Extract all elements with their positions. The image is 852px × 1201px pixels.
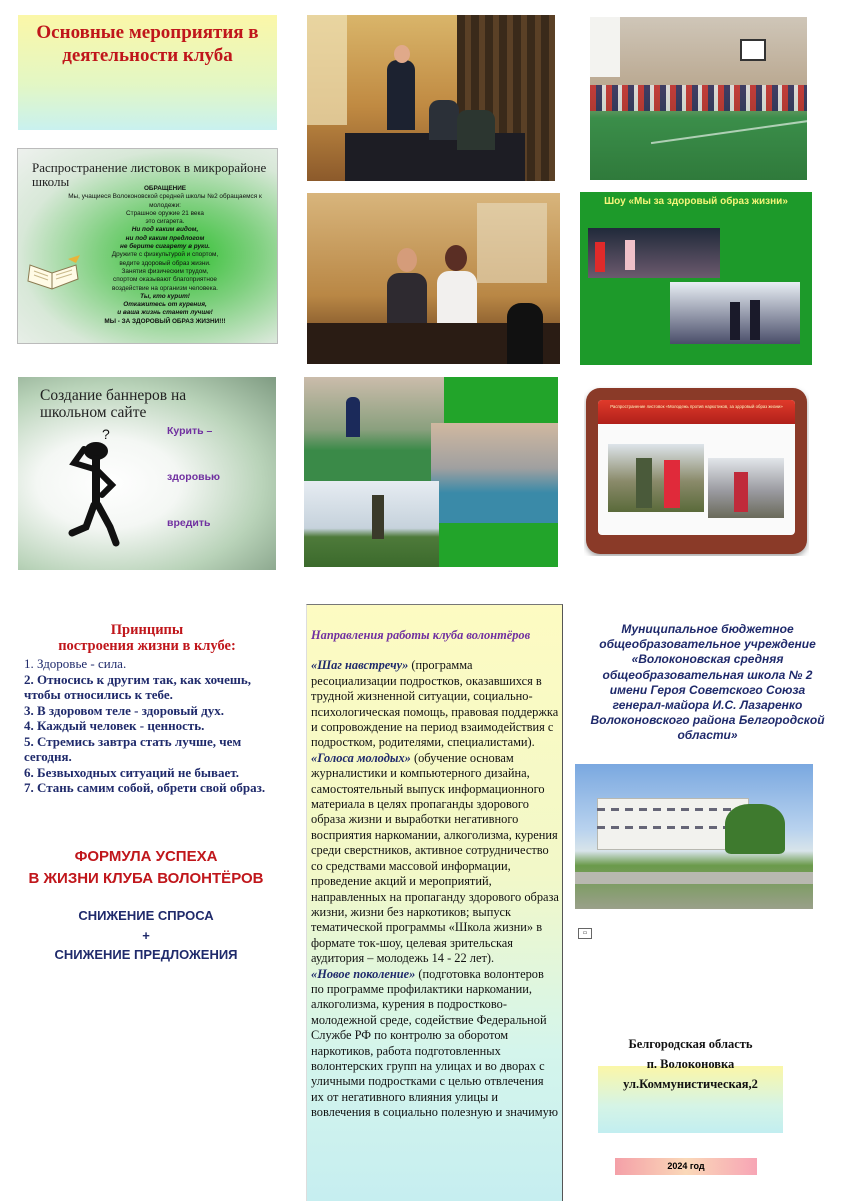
leaflet-heading: Распространение листовок в микрорайоне школы [32, 160, 267, 189]
direction-desc: (программа ресоциализации подростков, оказавшихся в трудной жизненной ситуации, социально-психологическая помощь, правовая поддержка и сопровождение на период взаимодействия с подростком, родителями, специалистами). [311, 658, 559, 750]
principle-item: 1. Здоровье - сила. [24, 656, 127, 671]
direction-name: «Новое поколение» [311, 966, 416, 981]
banner-word: вредить [167, 517, 211, 529]
image-placeholder-icon: ▭ [578, 928, 592, 939]
formula-title [10, 846, 282, 890]
title-panel [18, 15, 277, 130]
appeal-line: МЫ - ЗА ЗДОРОВЫЙ ОБРАЗ ЖИЗНИ!!! [104, 317, 226, 325]
svg-text:?: ? [102, 427, 110, 442]
address-region: Белгородская область [628, 1037, 753, 1051]
sports-collage [304, 377, 558, 567]
principle-item: 7. Стань самим собой, обрети свой образ. [24, 780, 266, 795]
appeal-line: Мы, учащиеся Волоконовской средней школы №2 обращаемся к молодежи: [68, 193, 262, 209]
appeal-line: ни под каким предлогом [125, 234, 205, 242]
appeal-line: Страшное оружие 21 века [126, 209, 204, 217]
leaflet-slide [17, 148, 278, 344]
appeal-line: Ты, кто курит! [140, 292, 190, 300]
photo-presentation [307, 193, 560, 364]
formula-title-line: ФОРМУЛА УСПЕХА [74, 848, 218, 865]
photo-gym-basketball [590, 17, 807, 180]
principle-item: 5. Стремись завтра стать лучше, чем сегодня. [24, 733, 242, 764]
appeal-line: это сигарета. [145, 218, 185, 226]
show-slide [580, 192, 812, 365]
directions-title: Направления работы клуба волонтёров [311, 628, 531, 642]
appeal-line: Занятия физическим трудом, [121, 267, 209, 275]
address-street: ул.Коммунистическая,2 [623, 1077, 758, 1091]
appeal-line: не берите сигарету в руки. [120, 243, 210, 251]
banner-slide [18, 377, 276, 570]
appeal-line: ведите здоровый образ жизни. [119, 259, 211, 267]
year-badge: 2024 год [615, 1158, 757, 1175]
appeal-line: Ни под каким видом, [131, 226, 199, 234]
principle-item: 2. Относись к другим так, как хочешь, чтобы относились к тебе. [24, 671, 251, 702]
direction-item [311, 658, 559, 750]
direction-desc: (обучение основам журналистики и компьютерного дизайна, самостоятельный выпуск информационного материала в целях пропаганды здорового образа жизни и выработки негативного восприятия наркомании, алкоголизма, курения среди сверстников, активное сотрудничество со средствами массовой информации, проведение акций и мероприятий, направленных на пропаганду здорового образа жизни, жизни без наркотиков; выпуск тематической программы «Школа жизни» в формате ток-шоу, целевая зрительская аудитория – молодежь 14 - 22 лет). [311, 750, 559, 966]
appeal-line: спортом оказывают благоприятное [113, 276, 217, 284]
principles-title [22, 622, 272, 654]
appeal-line: Дружите с физкультурой и спортом, [111, 251, 219, 259]
leaflet-appeal [58, 185, 272, 326]
directions-panel [306, 604, 563, 1201]
direction-name: «Шаг навстречу» [311, 658, 409, 673]
photo-meeting-table [307, 15, 555, 181]
address-block [598, 1034, 783, 1094]
principle-item: 4. Каждый человек - ценность. [24, 718, 205, 733]
banner-word: здоровью [167, 471, 221, 483]
formula-supply: СНИЖЕНИЕ ПРЕДЛОЖЕНИЯ [54, 947, 238, 962]
direction-name: «Голоса молодых» [311, 750, 411, 765]
calendar-caption: Распространение листовок «Молодежь против наркотиков, за здоровый образ жизни» [610, 404, 783, 409]
formula-title-line: В ЖИЗНИ КЛУБА ВОЛОНТЁРОВ [28, 870, 264, 887]
formula-demand: СНИЖЕНИЕ СПРОСА [78, 908, 214, 923]
show-slide-title: Шоу «Мы за здоровый образ жизни» [604, 196, 788, 207]
appeal-line: и ваша жизнь станет лучше! [117, 309, 213, 317]
principles-title-line: построения жизни в клубе: [58, 638, 236, 654]
page-title: Основные мероприятия в деятельности клуба [36, 22, 259, 66]
appeal-line: воздействие на организм человека. [112, 284, 218, 292]
principles-list [24, 656, 284, 796]
banner-word: Курить – [167, 425, 213, 437]
appeal-line: Откажитесь от курения, [123, 301, 207, 309]
photo-school-building [575, 764, 813, 909]
principles-title-line: Принципы [110, 622, 184, 638]
school-name: Муниципальное бюджетное общеобразовательное учреждение «Волоконовская средняя общеобразовательная школа № 2 имени Героя Советского Союза генерал-майора И.С. Лазаренко Волоконовского района Белгородской области» [590, 622, 825, 743]
principle-item: 6. Безвыходных ситуаций не бывает. [24, 764, 239, 780]
thinking-figure-icon [66, 427, 146, 547]
formula-plus: + [142, 928, 150, 943]
appeal-title: ОБРАЩЕНИЕ [143, 185, 187, 192]
directions-text [311, 628, 559, 1121]
principle-item: 3. В здоровом теле - здоровый дух. [24, 702, 224, 718]
direction-item [311, 967, 559, 1121]
banner-heading: Создание баннеров на школьном сайте [40, 387, 187, 421]
direction-desc: (подготовка волонтеров по программе профилактики наркомании, алкоголизма, курения в подростково-молодежной среде, содействие Федеральной Службе РФ по контролю за оборотом наркотиков, работа подготовленных волонтерских групп на улицах и во дворах с уличными подростками с целью отвлечения их от негативного влияния улицы и вовлечения в социально полезную и значимую [311, 966, 559, 1120]
address-town: п. Волоконовка [646, 1057, 735, 1071]
calendar-slide [584, 386, 809, 556]
direction-item [311, 751, 559, 967]
